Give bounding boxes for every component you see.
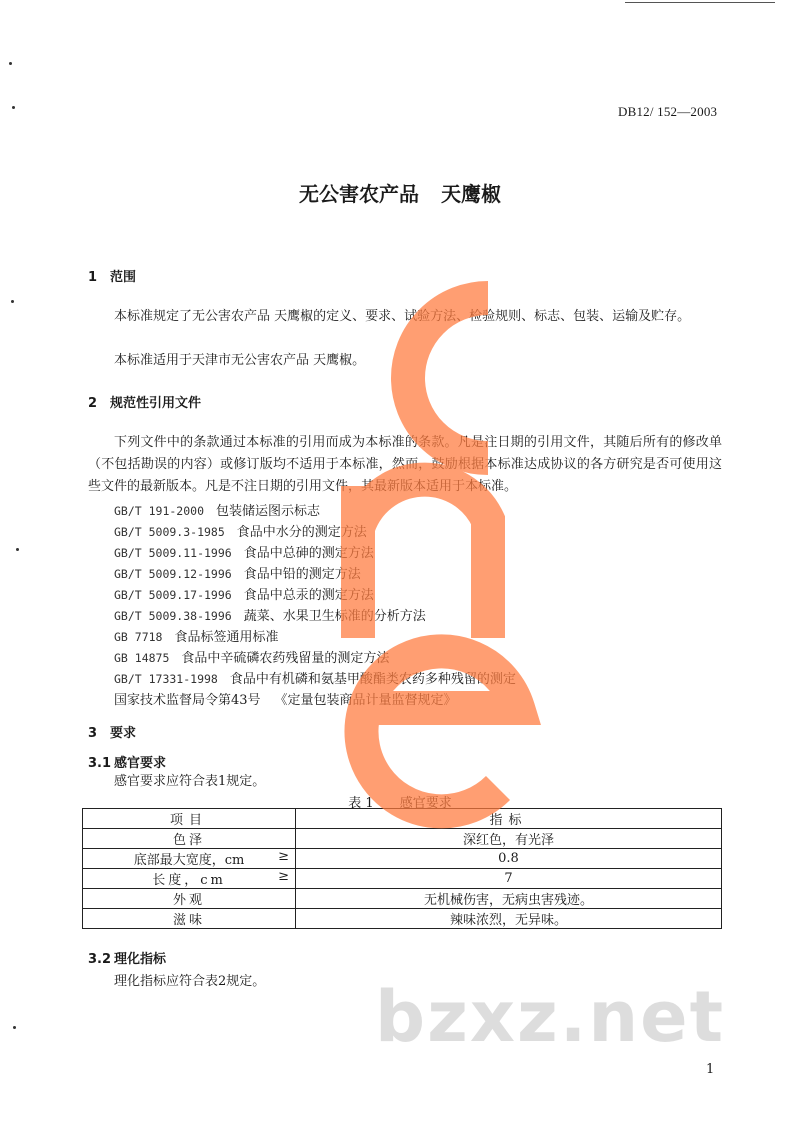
table-cell-value: 0.8 xyxy=(296,849,722,869)
reference-item: GB/T 5009.17-1996 食品中总汞的测定方法 xyxy=(114,588,374,603)
reference-item: GB/T 5009.38-1996 蔬菜、水果卫生标准的分析方法 xyxy=(114,609,426,624)
table-cell-item: 外观 xyxy=(83,889,296,909)
table-cell-value: 辣味浓烈，无异味。 xyxy=(296,909,722,929)
table-row xyxy=(83,829,722,849)
reference-item: GB/T 17331-1998 食品中有机磷和氨基甲酸酯类农药多种残留的测定 xyxy=(114,672,516,687)
section-3-heading: 3 要求 xyxy=(88,726,137,741)
table-cell-item: 底部最大宽度，cm ≥ xyxy=(83,849,296,869)
table-header-item: 项目 xyxy=(83,809,296,829)
table-cell-value: 深红色，有光泽 xyxy=(296,829,722,849)
section-3-2-heading: 3.2 理化指标 xyxy=(88,952,167,967)
table-cell-item: 滋味 xyxy=(83,909,296,929)
table-row xyxy=(83,889,722,909)
table-cell-value: 无机械伤害，无病虫害残迹。 xyxy=(296,889,722,909)
section-2-heading: 2 规范性引用文件 xyxy=(88,396,202,411)
table-row xyxy=(83,909,722,929)
reference-item: GB 14875 食品中辛硫磷农药残留量的测定方法 xyxy=(114,651,390,666)
sensory-requirements-table xyxy=(82,808,722,929)
section-1-paragraph-1: 本标准规定了无公害农产品 天鹰椒的定义、要求、试验方法、检验规则、标志、包装、运输及贮存。 xyxy=(114,309,691,324)
table-1-caption: 表 1 感官要求 xyxy=(348,796,452,811)
table-header-value: 指标 xyxy=(296,809,722,829)
table-cell-value: 7 xyxy=(296,869,722,889)
reference-item: GB/T 5009.12-1996 食品中铅的测定方法 xyxy=(114,567,361,582)
title-part-1: 无公害农产品 xyxy=(299,182,419,206)
table-row xyxy=(83,849,722,869)
section-3-1-text: 感官要求应符合表1规定。 xyxy=(114,774,266,789)
table-row xyxy=(83,869,722,889)
title-part-2: 天鹰椒 xyxy=(441,182,501,206)
table-header-row xyxy=(83,809,722,829)
scan-speck xyxy=(11,300,14,303)
section-3-1-heading: 3.1 感官要求 xyxy=(88,756,167,771)
reference-item: GB/T 5009.11-1996 食品中总砷的测定方法 xyxy=(114,546,374,561)
reference-item: GB/T 5009.3-1985 食品中水分的测定方法 xyxy=(114,525,367,540)
section-2-intro: 下列文件中的条款通过本标准的引用而成为本标准的条款。凡是注日期的引用文件，其随后所有的修改单（不包括勘误的内容）或修订版均不适用于本标准，然而，鼓励根据本标准达成协议的各方研究是否可使用这些文件的最新版本。凡是不注日期的引用文件，其最新版本适用于本标准。 xyxy=(88,435,722,494)
document-title xyxy=(0,178,800,207)
scan-speck xyxy=(9,62,12,65)
reference-item: 国家技术监督局令第43号 《定量包装商品计量监督规定》 xyxy=(114,693,457,708)
table-cell-item: 长度，cm ≥ xyxy=(83,869,296,889)
reference-item: GB 7718 食品标签通用标准 xyxy=(114,630,279,645)
table-cell-item: 色泽 xyxy=(83,829,296,849)
document-code: DB12/ 152—2003 xyxy=(618,104,718,119)
reference-item: GB/T 191-2000 包装储运图示标志 xyxy=(114,504,321,519)
section-3-2-text: 理化指标应符合表2规定。 xyxy=(114,974,266,989)
page-number: 1 xyxy=(706,1062,715,1077)
scan-speck xyxy=(16,548,19,551)
section-1-heading: 1 范围 xyxy=(88,270,137,285)
section-1-paragraph-2: 本标准适用于天津市无公害农产品 天鹰椒。 xyxy=(114,353,366,368)
scan-speck xyxy=(12,106,15,109)
site-watermark: bzxz.net xyxy=(375,976,726,1058)
top-rule xyxy=(625,2,775,3)
scan-speck xyxy=(13,1026,16,1029)
